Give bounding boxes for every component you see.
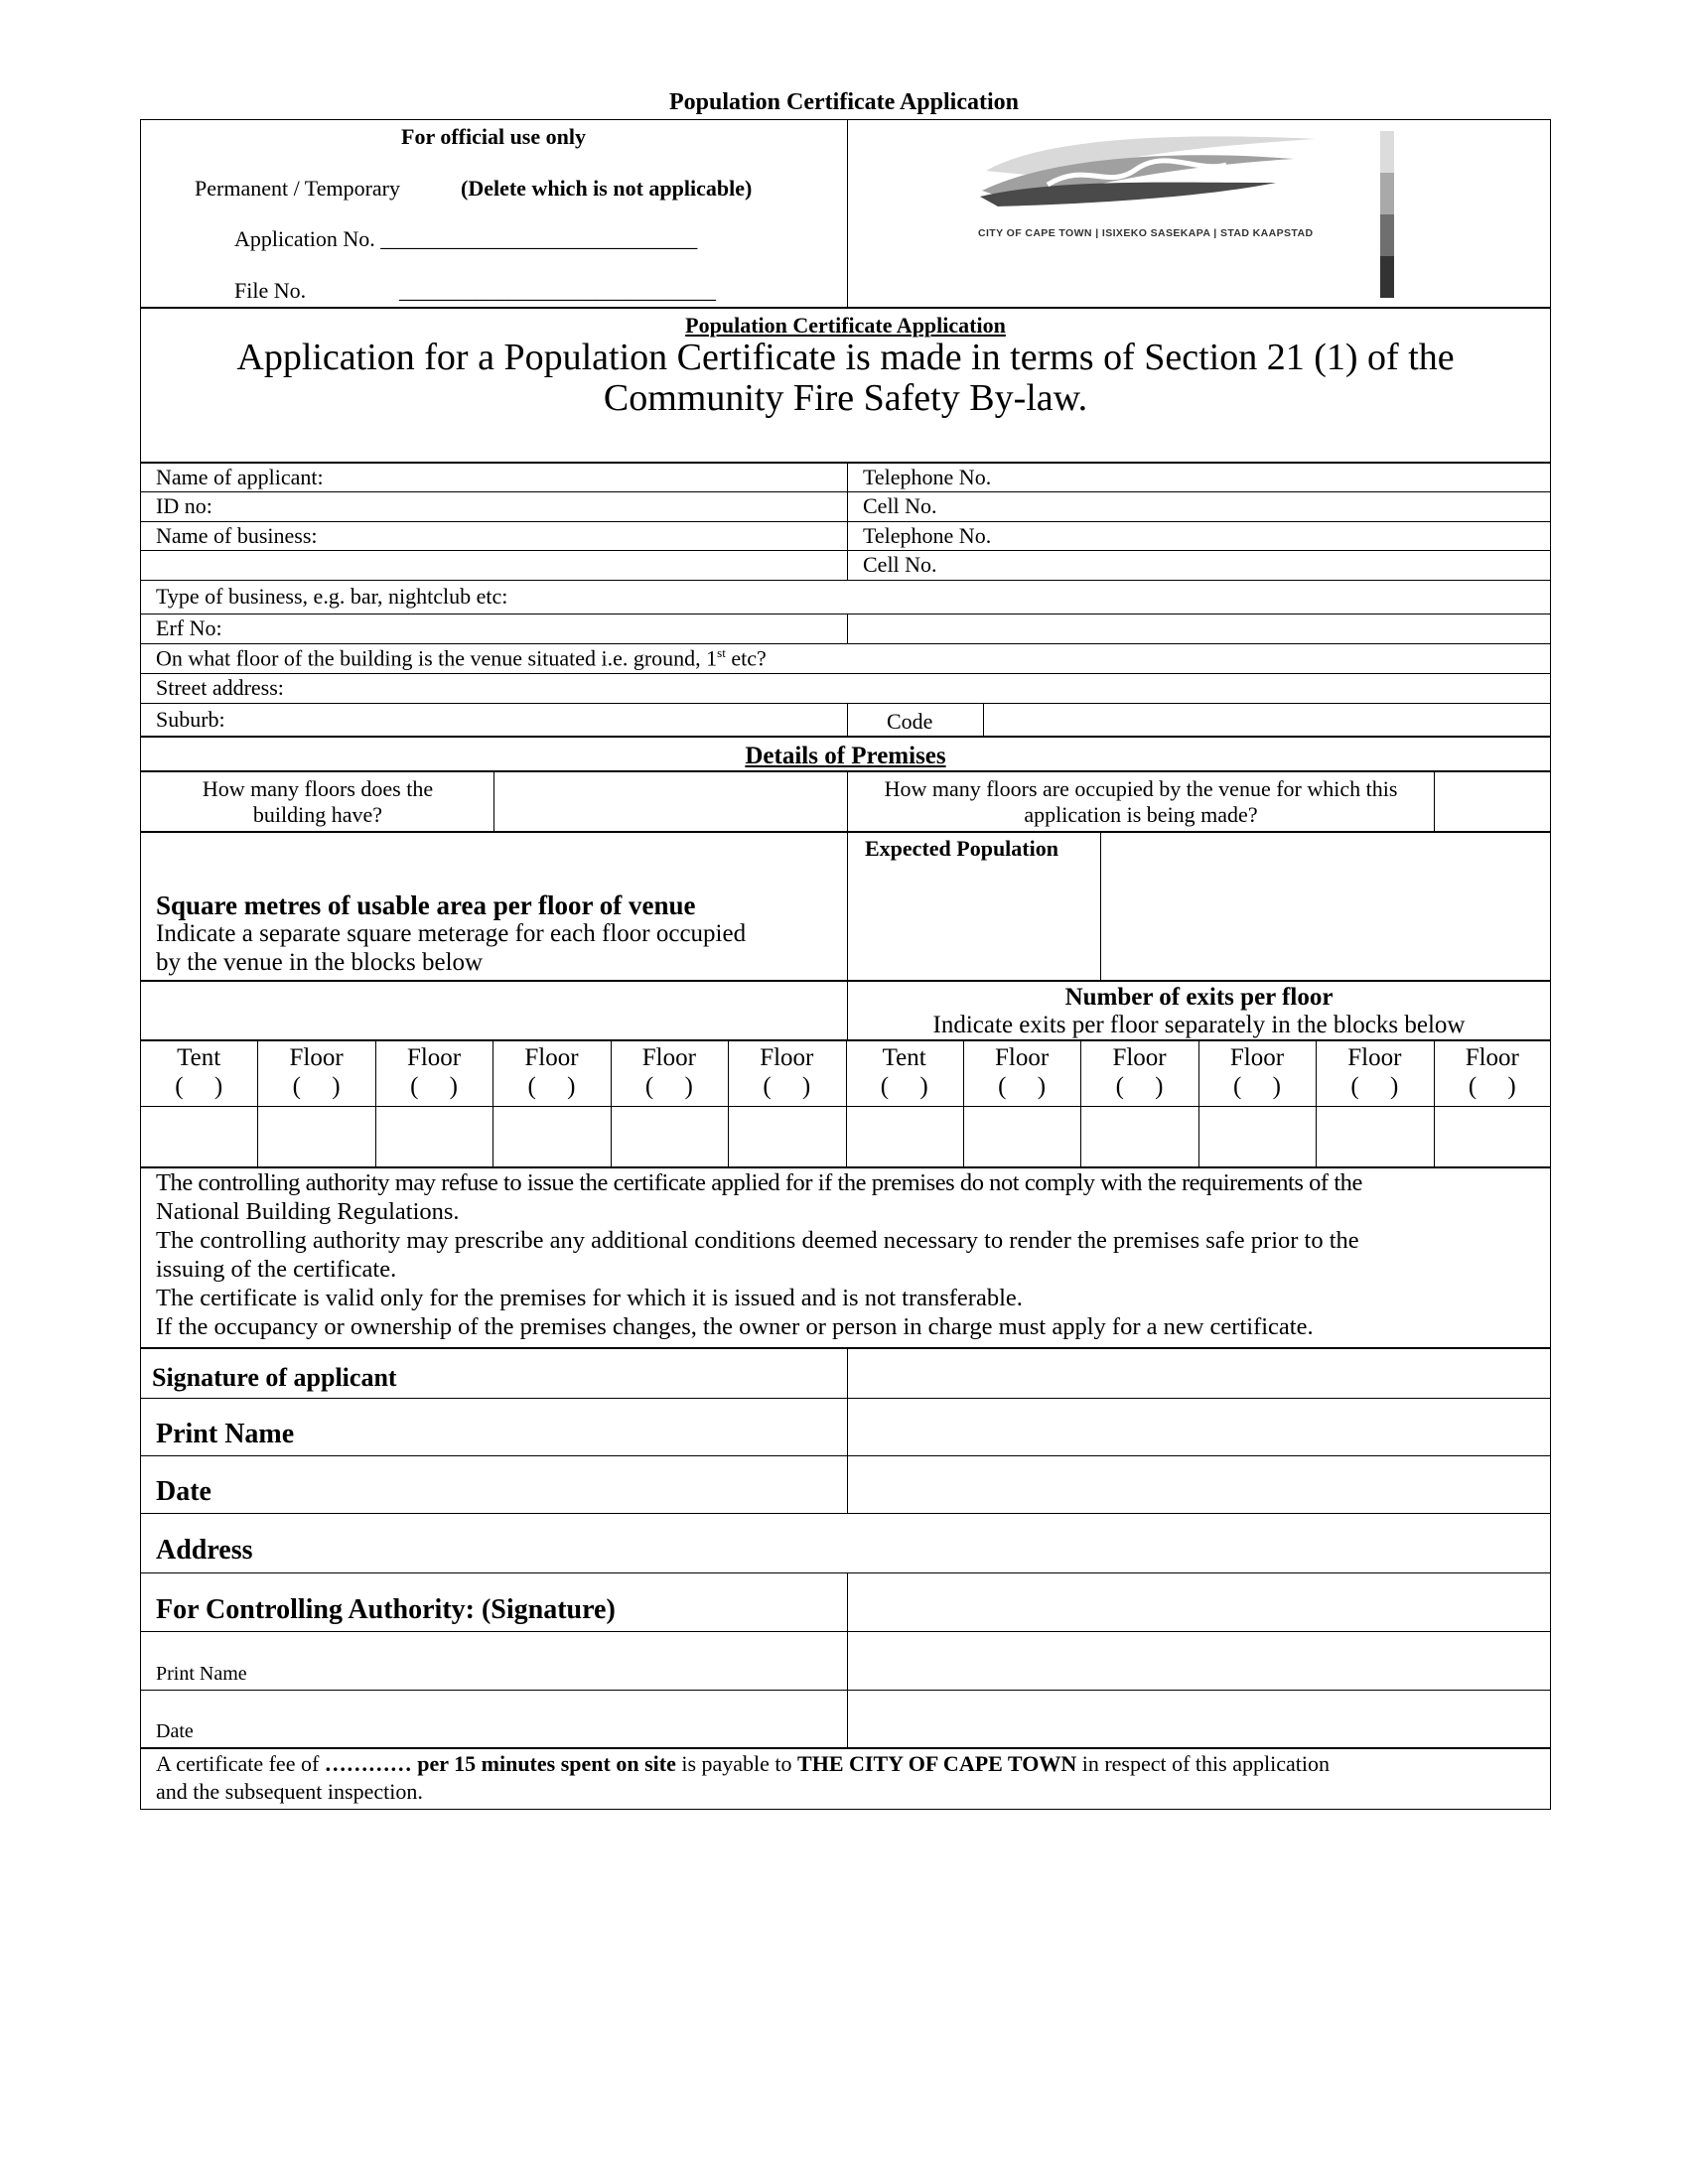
fee-note-line2: and the subsequent inspection. [156, 1779, 423, 1804]
city-logo [978, 129, 1405, 298]
signature-applicant-label: Signature of applicant [152, 1363, 397, 1392]
column-number-blank[interactable]: ( ) [1233, 1072, 1281, 1100]
intro-subtitle: Population Certificate Application [685, 313, 1006, 338]
floors-occupied-question: How many floors are occupied by the venue for which this application is being made? [884, 776, 1398, 827]
column-label: Floor [760, 1044, 814, 1071]
col-divider [1100, 832, 1101, 981]
column-number-blank[interactable]: ( ) [410, 1072, 458, 1100]
logo-color-bar [1380, 131, 1394, 298]
type-of-business-field[interactable]: Type of business, e.g. bar, nightclub etc: [156, 584, 508, 609]
exits-value-cell[interactable] [1436, 1108, 1549, 1165]
row-rule [140, 1455, 1551, 1456]
sqm-note-line2: by the venue in the blocks below [156, 949, 484, 976]
business-telephone-field[interactable]: Telephone No. [863, 523, 992, 548]
code-label: Code [887, 709, 933, 734]
row-rule [140, 1398, 1551, 1399]
fee-text: in respect of this application [1076, 1751, 1330, 1776]
area-column-header [728, 1044, 845, 1102]
column-number-blank[interactable]: ( ) [292, 1072, 341, 1100]
column-label: Floor [1229, 1044, 1285, 1071]
condition-1a: The controlling authority may refuse to issue the certificate applied for if the premises do not comply with the requirements of the [156, 1169, 1362, 1196]
column-number-blank[interactable]: ( ) [527, 1072, 576, 1100]
authority-print-name-input[interactable] [849, 1633, 1549, 1689]
name-of-applicant-field[interactable]: Name of applicant: [156, 465, 324, 489]
col-divider [847, 703, 848, 737]
exits-column-header [963, 1044, 1080, 1102]
address-field[interactable]: Address [156, 1535, 253, 1566]
exits-value-cell[interactable] [1318, 1108, 1431, 1165]
date-input[interactable] [849, 1457, 1549, 1512]
row-rule [140, 673, 1551, 674]
column-label: Floor [524, 1044, 579, 1071]
row-rule [140, 643, 1551, 644]
area-column-header [140, 1044, 257, 1102]
expected-population-input[interactable] [1102, 834, 1549, 979]
col-divider [493, 771, 494, 832]
code-input[interactable] [985, 705, 1549, 735]
column-number-blank[interactable]: ( ) [998, 1072, 1047, 1100]
fee-text: is payable to [675, 1751, 798, 1776]
column-number-blank[interactable]: ( ) [175, 1072, 223, 1100]
official-use-heading: For official use only [401, 124, 586, 149]
fee-note-line1 [156, 1752, 1330, 1776]
row-rule [140, 1513, 1551, 1514]
authority-date-label: Date [156, 1720, 194, 1742]
condition-2a: The controlling authority may prescribe any additional conditions deemed necessary to render the premises safe prior to the [156, 1227, 1359, 1254]
logo-bar-segment [1380, 131, 1394, 173]
area-column-header [492, 1044, 610, 1102]
column-label: Floor [995, 1044, 1050, 1071]
official-logo-divider [847, 119, 848, 308]
column-label: Floor [406, 1044, 462, 1071]
fee-rate: per 15 minutes spent on site [411, 1751, 676, 1776]
delete-note: (Delete which is not applicable) [461, 176, 753, 201]
exits-value-cell[interactable] [965, 1108, 1078, 1165]
exits-column-header [1316, 1044, 1433, 1102]
authority-signature-label: For Controlling Authority: (Signature) [156, 1594, 616, 1625]
row-rule [140, 703, 1551, 704]
fee-amount-blank: ………… [324, 1751, 412, 1776]
floors-occupied-input[interactable] [1436, 773, 1549, 830]
authority-print-name-label: Print Name [156, 1663, 247, 1685]
area-value-cell[interactable] [259, 1108, 372, 1165]
logo-bar-segment [1380, 256, 1394, 298]
column-label: Floor [1465, 1044, 1519, 1071]
area-value-cell[interactable] [613, 1108, 726, 1165]
column-number-blank[interactable]: ( ) [1350, 1072, 1399, 1100]
col-divider [1434, 771, 1435, 832]
print-name-label: Print Name [156, 1419, 295, 1449]
sqm-note-line1: Indicate a separate square meterage for each floor occupied [156, 920, 747, 947]
row-rule [140, 1572, 1551, 1573]
column-number-blank[interactable]: ( ) [644, 1072, 693, 1100]
city-logo-swoosh-icon [978, 131, 1321, 210]
row-rule [140, 491, 1551, 492]
column-label: Floor [289, 1044, 344, 1071]
ordinal-suffix: st [717, 645, 726, 660]
exits-value-cell[interactable] [1082, 1108, 1196, 1165]
floors-building-input[interactable] [495, 773, 845, 830]
erf-no-field[interactable]: Erf No: [156, 615, 222, 640]
condition-1b: National Building Regulations. [156, 1198, 460, 1225]
sqm-heading: Square metres of usable area per floor of venue [156, 890, 696, 920]
business-cell-field[interactable]: Cell No. [863, 552, 937, 577]
col-divider [847, 463, 848, 580]
logo-bar-segment [1380, 214, 1394, 256]
exits-column-header [1080, 1044, 1197, 1102]
city-logo-text: CITY OF CAPE TOWN | ISIXEKO SASEKAPA | STAD KAAPSTAD [978, 227, 1314, 239]
exits-column-header [1434, 1044, 1551, 1102]
area-column-header [375, 1044, 492, 1102]
column-number-blank[interactable]: ( ) [763, 1072, 811, 1100]
exits-value-cell[interactable] [1200, 1108, 1314, 1165]
application-no-field[interactable]: Application No. _____________________________ [234, 226, 698, 251]
col-divider [983, 703, 984, 737]
area-value-cell[interactable] [142, 1108, 255, 1165]
row-rule [140, 521, 1551, 522]
row-rule [140, 580, 1551, 581]
col-divider [847, 771, 848, 832]
condition-3: The certificate is valid only for the premises for which it is issued and is not transferable. [156, 1285, 1023, 1311]
file-no-label: File No. [234, 278, 307, 303]
area-value-cell[interactable] [377, 1108, 491, 1165]
page-title: Population Certificate Application [669, 89, 1019, 115]
venue-floor-question-end: etc? [725, 645, 767, 671]
telephone-field[interactable]: Telephone No. [863, 465, 992, 489]
expected-population-label: Expected Population [865, 836, 1058, 861]
column-label: Floor [1347, 1044, 1402, 1071]
area-column-header [611, 1044, 728, 1102]
authority-date-input[interactable] [849, 1692, 1549, 1747]
authority-signature-input[interactable] [849, 1574, 1549, 1630]
exits-value-cell[interactable] [848, 1108, 961, 1165]
street-address-field[interactable]: Street address: [156, 675, 284, 700]
area-value-cell[interactable] [494, 1108, 608, 1165]
intro-statement-line1: Application for a Population Certificate is made in terms of Section 21 (1) of the [236, 337, 1455, 378]
col-divider [847, 832, 848, 981]
row-rule [140, 1631, 1551, 1632]
column-label: Floor [641, 1044, 696, 1071]
condition-2b: issuing of the certificate. [156, 1256, 397, 1283]
exits-column-header [846, 1044, 963, 1102]
area-column-header [257, 1044, 374, 1102]
row-rule [140, 1690, 1551, 1691]
date-label: Date [156, 1476, 211, 1507]
column-number-blank[interactable]: ( ) [1115, 1072, 1164, 1100]
fee-text: A certificate fee of [156, 1751, 325, 1776]
exits-note: Indicate exits per floor separately in the blocks below [932, 1012, 1466, 1038]
col-divider [847, 1572, 848, 1748]
fee-payee: THE CITY OF CAPE TOWN [797, 1751, 1077, 1776]
venue-floor-field[interactable] [156, 646, 767, 671]
exits-column-header [1198, 1044, 1316, 1102]
column-label: Tent [882, 1044, 926, 1071]
signature-applicant-input[interactable] [849, 1350, 1549, 1397]
column-number-blank[interactable]: ( ) [880, 1072, 928, 1100]
col-divider [847, 614, 848, 643]
column-number-blank[interactable]: ( ) [1468, 1072, 1516, 1100]
permanent-temporary-label: Permanent / Temporary [195, 176, 400, 201]
exits-heading: Number of exits per floor [1064, 984, 1334, 1011]
premises-heading: Details of Premises [745, 743, 946, 769]
logo-bar-segment [1380, 173, 1394, 214]
suburb-field[interactable]: Suburb: [156, 707, 225, 732]
file-no-field[interactable]: _____________________________ [399, 278, 716, 303]
column-label: Floor [1112, 1044, 1167, 1071]
id-no-field[interactable]: ID no: [156, 493, 212, 518]
column-label: Tent [177, 1044, 221, 1071]
condition-4: If the occupancy or ownership of the premises changes, the owner or person in charge must apply for a new certificate. [156, 1313, 1314, 1340]
cell-field[interactable]: Cell No. [863, 493, 937, 518]
row-rule [140, 550, 1551, 551]
venue-floor-question: On what floor of the building is the venue situated i.e. ground, 1 [156, 645, 718, 671]
name-of-business-field[interactable]: Name of business: [156, 523, 318, 548]
area-value-cell[interactable] [730, 1108, 843, 1165]
col-divider [847, 1348, 848, 1513]
intro-statement-line2: Community Fire Safety By-law. [603, 377, 1088, 419]
print-name-input[interactable] [849, 1400, 1549, 1454]
floors-building-question: How many floors does the building have? [202, 776, 434, 827]
